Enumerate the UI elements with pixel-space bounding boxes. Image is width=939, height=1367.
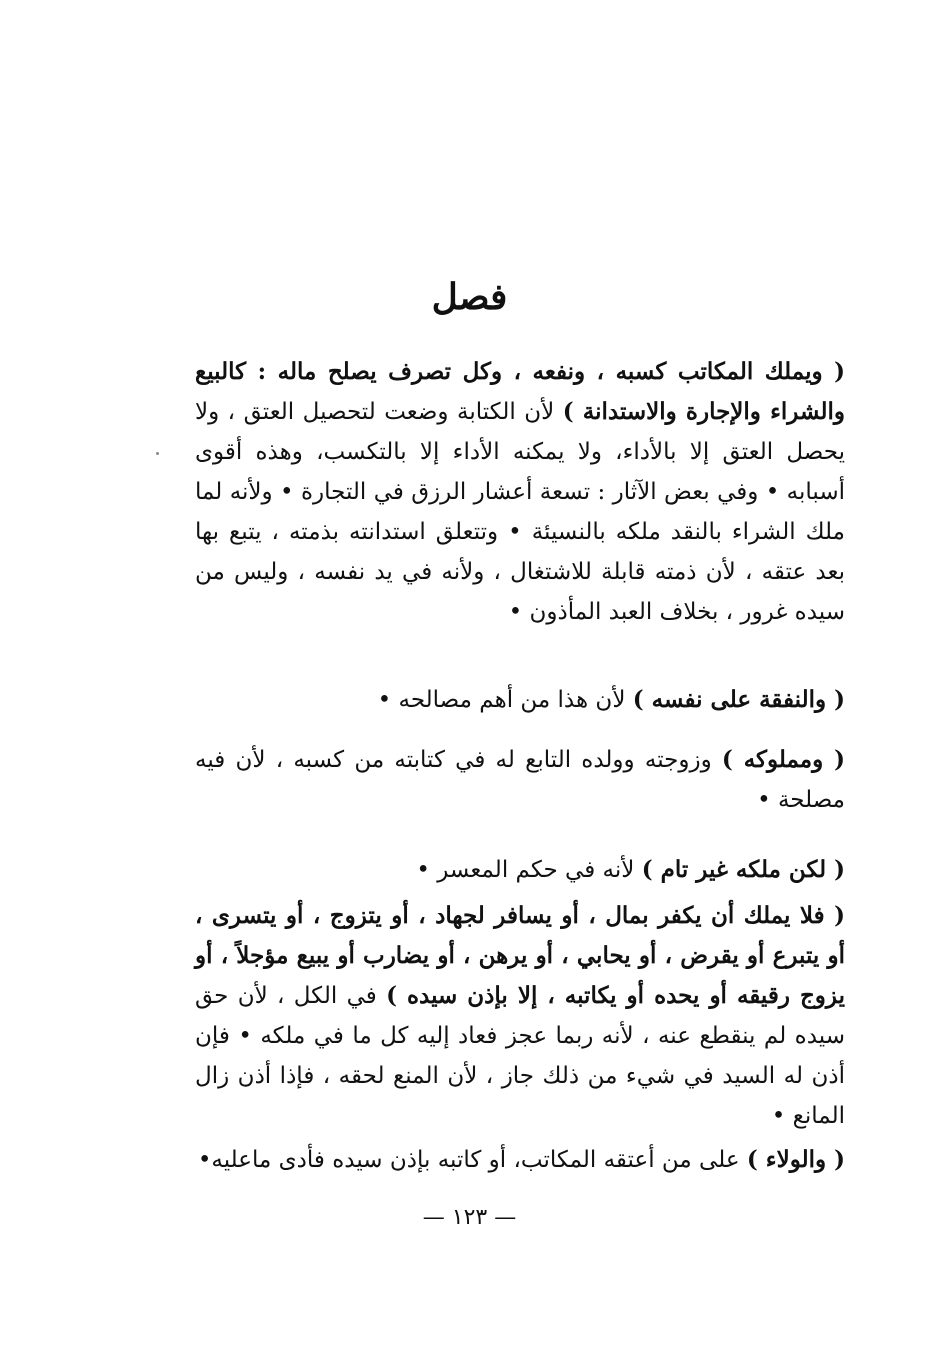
paragraph-restrictions (195, 896, 845, 1136)
matn-text: ( لكن ملكه غير تام ) (641, 856, 845, 883)
paragraph-wala (195, 1140, 845, 1180)
scan-speck (156, 452, 159, 455)
paragraph-mukatab-earnings (195, 352, 845, 632)
paragraph-self-expenditure (195, 680, 845, 720)
matn-text: ( والولاء ) (746, 1146, 845, 1173)
sharh-text: وزوجته وولده التابع له في كتابته من كسبه ، لأن فيه مصلحة • (195, 747, 845, 813)
sharh-text: لأن هذا من أهم مصالحه • (377, 687, 633, 713)
sharh-text: في الكل ، لأن حق سيده لم ينقطع عنه ، لأنه ربما عجز فعاد إليه كل ما في ملكه • فإن أذن له السيد في شيء من ذلك جاز ، لأن المنع لحقه ، فإذا أذن زال المانع • (195, 983, 845, 1129)
matn-text: ( ويملك المكاتب كسبه ، ونفعه ، وكل تصرف يصلح ماله : كالبيع والشراء والإجارة والاستدانة ) (195, 358, 845, 425)
page-number: — ١٢٣ — (422, 1205, 517, 1230)
matn-text: ( والنفقة على نفسه ) (632, 686, 845, 713)
section-heading: فصل (431, 276, 508, 318)
sharh-text: لأن الكتابة وضعت لتحصيل العتق ، ولا يحصل العتق إلا بالأداء، ولا يمكنه الأداء إلا بالتكسب، وهذه أقوى أسبابه • وفي بعض الآثار : تسعة أعشار الرزق في التجارة • ولأنه لما ملك الشراء بالنقد ملكه بالنسيئة • وتتعلق استدانته بذمته ، يتبع بها بعد عتقه ، لأن ذمته قابلة للاشتغال ، ولأنه في يد نفسه ، وليس من سيده غرور ، بخلاف العبد المأذون • (195, 399, 846, 625)
matn-text: ( فلا يملك أن يكفر بمال ، أو يسافر لجهاد ، أو يتزوج ، أو يتسرى ، أو يتبرع أو يقرض ، أو يحابي ، أو يرهن ، أو يضارب أو يبيع مؤجلاً ، أو يزوج رقيقه أو يحده أو يكاتبه ، إلا بإذن سيده ) (195, 902, 845, 1009)
matn-text: ( ومملوكه ) (721, 746, 846, 773)
sharh-text: على من أعتقه المكاتب، أو كاتبه بإذن سيده فأدى ماعليه• (197, 1147, 747, 1173)
paragraph-incomplete-ownership (195, 850, 845, 890)
sharh-text: لأنه في حكم المعسر • (416, 857, 642, 883)
paragraph-his-slave (195, 740, 845, 820)
